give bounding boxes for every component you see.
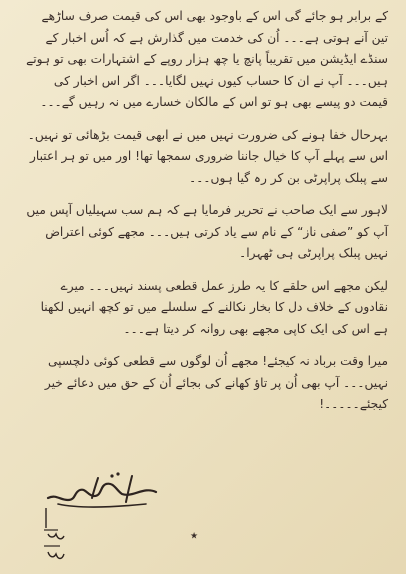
handwritten-signature: [36, 468, 166, 564]
paragraph-4: لیکن مجھے اس حلقے کا یہ طرز عمل قطعی پسند نہیں۔۔۔ میرے نقادوں کے خلاف دل کا بخار نکالنے کے سلسلے میں تو کچھ انہیں لکھنا ہے اس کی ایک کاپی مجھے بھی روانہ کر دیتا ہے۔۔۔: [40, 278, 388, 336]
paragraph-5: میرا وقت برباد نہ کیجئے! مجھے اُن لوگوں سے قطعی کوئی دلچسپی نہیں۔۔۔ آپ بھی اُن پر تاؤ کھانے کی بجائے اُن کے حق میں دعائے خیر کیجئے۔۔۔۔۔!: [44, 354, 388, 411]
paragraph-2: بہرحال خفا ہونے کی ضرورت نہیں میں نے ابھی قیمت بڑھائی تو نہیں۔ اس سے پہلے آپ کا خیال جاننا ضروری سمجھا تھا! اور میں تو ہر اعتبار سے پبلک پراپرٹی بن کر رہ گیا ہوں۔۔۔: [27, 127, 388, 185]
star-ornament: ٭: [190, 526, 199, 544]
letter-body: [24, 6, 388, 427]
paragraph-1: کے برابر ہو جائے گی اس کے باوجود بھی اس کی قیمت صرف ساڑھے تین آنے ہوتی ہے۔۔۔ اُن کی خدمت میں گذارش ہے کہ اُس اخبار کے سنڈے ایڈیشن میں تقریباً پانچ یا چھ ہزار روپے کے اشتہارات بھی تو ہوتے ہیں۔۔۔ آپ نے ان کا حساب کیوں نہیں لگایا۔۔۔ اگر اس اخبار کی قیمت دو پیسے بھی ہو تو اس کے مالکان خسارے میں نہ رہیں گے۔۔۔: [26, 9, 388, 109]
paragraph-3: لاہور سے ایک صاحب نے تحریر فرمایا ہے کہ ہم سب سہیلیاں آپس میں آپ کو ”صفی ناز“ کے نام سے یاد کرتی ہیں۔۔۔ مجھے کوئی اعتراض نہیں پبلک پراپرٹی ہی ٹھہرا۔: [26, 203, 388, 260]
